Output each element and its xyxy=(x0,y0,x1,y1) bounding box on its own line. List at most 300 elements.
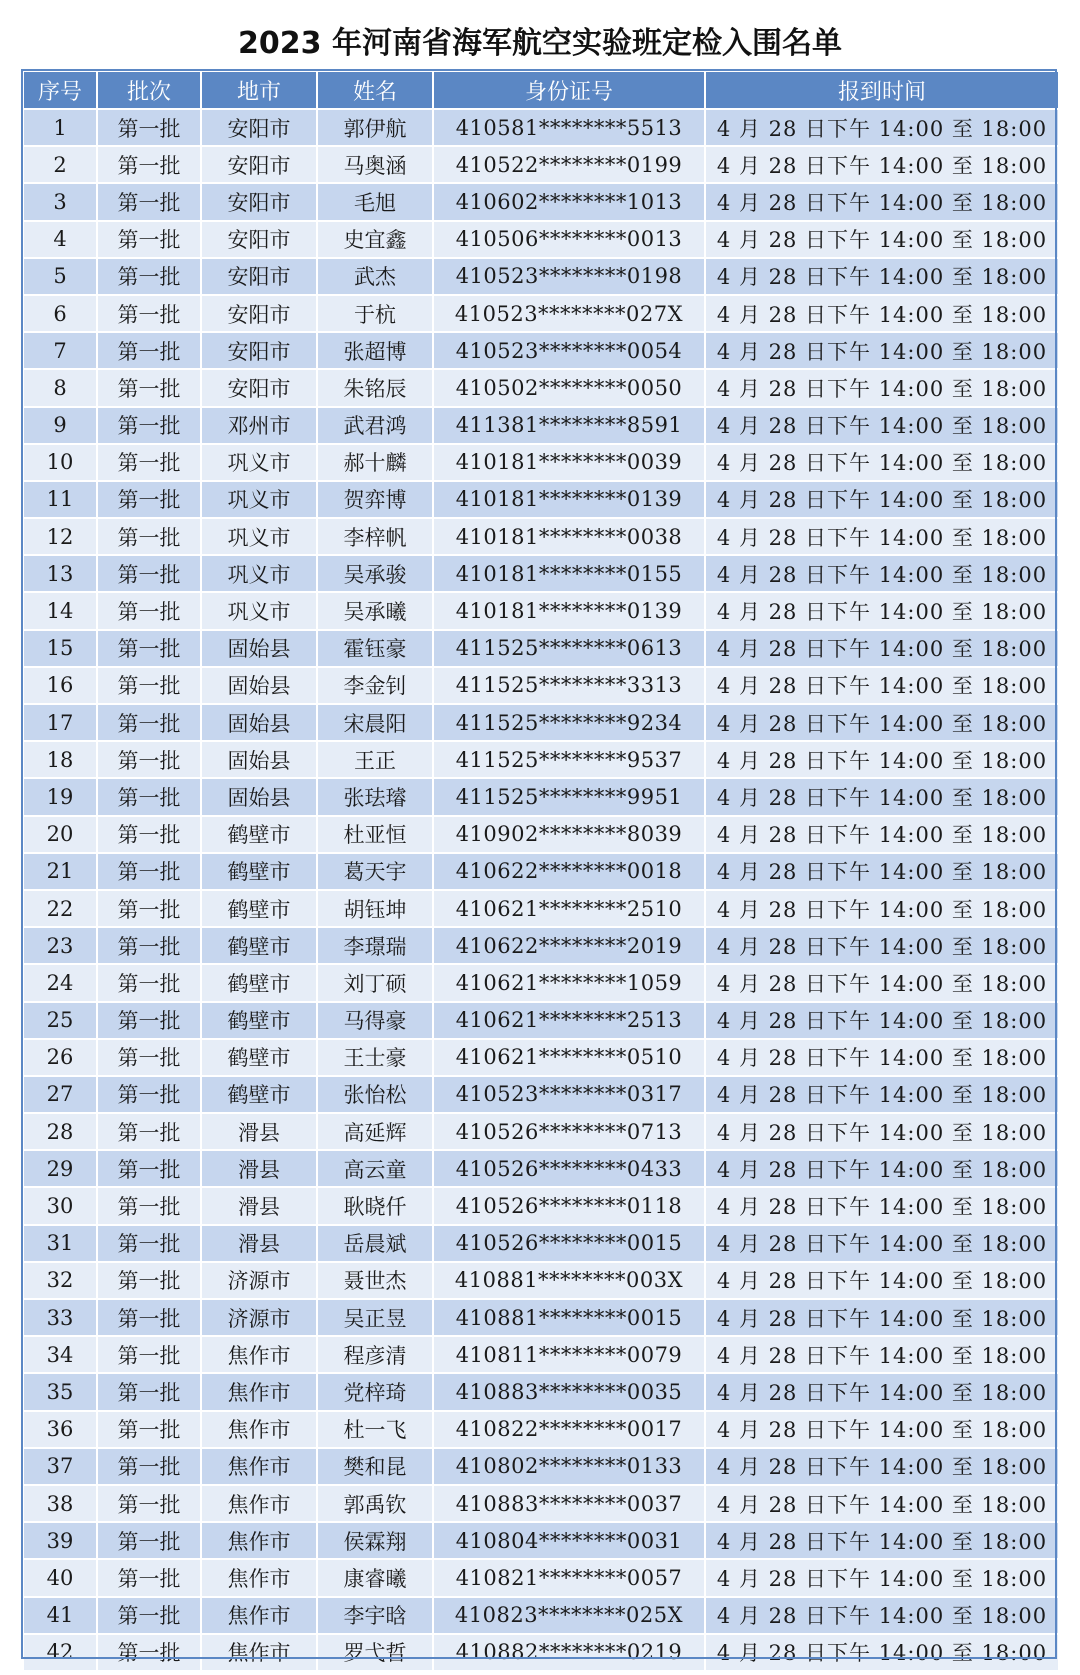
cell-index: 29 xyxy=(23,1150,97,1187)
cell-report-time: 4 月 28 日下午 14:00 至 18:00 xyxy=(705,1225,1059,1262)
cell-city: 滑县 xyxy=(201,1187,317,1224)
cell-id-number: 410811********0079 xyxy=(433,1336,705,1373)
cell-report-time: 4 月 28 日下午 14:00 至 18:00 xyxy=(705,853,1059,890)
cell-index: 7 xyxy=(23,332,97,369)
cell-index: 18 xyxy=(23,741,97,778)
cell-city: 焦作市 xyxy=(201,1336,317,1373)
cell-batch: 第一批 xyxy=(97,816,201,853)
cell-batch: 第一批 xyxy=(97,1336,201,1373)
cell-batch: 第一批 xyxy=(97,853,201,890)
table-row xyxy=(23,1448,1059,1485)
cell-batch: 第一批 xyxy=(97,1411,201,1448)
cell-batch: 第一批 xyxy=(97,704,201,741)
cell-id-number: 410181********0038 xyxy=(433,518,705,555)
cell-name: 毛旭 xyxy=(317,183,433,220)
table-row xyxy=(23,816,1059,853)
cell-city: 鹤壁市 xyxy=(201,1002,317,1039)
cell-report-time: 4 月 28 日下午 14:00 至 18:00 xyxy=(705,1299,1059,1336)
cell-city: 滑县 xyxy=(201,1225,317,1262)
table-row xyxy=(23,1150,1059,1187)
cell-report-time: 4 月 28 日下午 14:00 至 18:00 xyxy=(705,183,1059,220)
cell-report-time: 4 月 28 日下午 14:00 至 18:00 xyxy=(705,778,1059,815)
cell-index: 41 xyxy=(23,1597,97,1634)
cell-index: 32 xyxy=(23,1262,97,1299)
cell-city: 安阳市 xyxy=(201,332,317,369)
cell-city: 鹤壁市 xyxy=(201,816,317,853)
table-row xyxy=(23,778,1059,815)
cell-name: 李宇晗 xyxy=(317,1597,433,1634)
cell-id-number: 410181********0155 xyxy=(433,555,705,592)
cell-id-number: 411525********3313 xyxy=(433,667,705,704)
table-row xyxy=(23,592,1059,629)
cell-batch: 第一批 xyxy=(97,183,201,220)
cell-city: 鹤壁市 xyxy=(201,853,317,890)
cell-batch: 第一批 xyxy=(97,741,201,778)
cell-batch: 第一批 xyxy=(97,332,201,369)
cell-index: 40 xyxy=(23,1559,97,1596)
cell-batch: 第一批 xyxy=(97,1373,201,1410)
cell-batch: 第一批 xyxy=(97,1187,201,1224)
cell-id-number: 410526********0713 xyxy=(433,1113,705,1150)
cell-city: 焦作市 xyxy=(201,1597,317,1634)
cell-id-number: 410581********5513 xyxy=(433,109,705,146)
column-header-batch: 批次 xyxy=(97,71,201,109)
cell-index: 4 xyxy=(23,221,97,258)
cell-name: 郭伊航 xyxy=(317,109,433,146)
table-row xyxy=(23,555,1059,592)
cell-id-number: 410881********003X xyxy=(433,1262,705,1299)
cell-report-time: 4 月 28 日下午 14:00 至 18:00 xyxy=(705,258,1059,295)
cell-name: 耿晓仟 xyxy=(317,1187,433,1224)
cell-report-time: 4 月 28 日下午 14:00 至 18:00 xyxy=(705,444,1059,481)
table-row xyxy=(23,183,1059,220)
cell-name: 朱铭辰 xyxy=(317,369,433,406)
cell-report-time: 4 月 28 日下午 14:00 至 18:00 xyxy=(705,630,1059,667)
cell-index: 13 xyxy=(23,555,97,592)
cell-batch: 第一批 xyxy=(97,1113,201,1150)
column-header-index: 序号 xyxy=(23,71,97,109)
cell-name: 霍钰豪 xyxy=(317,630,433,667)
cell-id-number: 410181********0139 xyxy=(433,592,705,629)
cell-city: 焦作市 xyxy=(201,1559,317,1596)
table-row xyxy=(23,1002,1059,1039)
cell-report-time: 4 月 28 日下午 14:00 至 18:00 xyxy=(705,1559,1059,1596)
cell-id-number: 410506********0013 xyxy=(433,221,705,258)
cell-index: 28 xyxy=(23,1113,97,1150)
cell-id-number: 410883********0037 xyxy=(433,1485,705,1522)
cell-city: 焦作市 xyxy=(201,1411,317,1448)
cell-index: 16 xyxy=(23,667,97,704)
cell-id-number: 410804********0031 xyxy=(433,1522,705,1559)
cell-city: 巩义市 xyxy=(201,518,317,555)
cell-batch: 第一批 xyxy=(97,1634,201,1671)
cell-id-number: 410902********8039 xyxy=(433,816,705,853)
cell-report-time: 4 月 28 日下午 14:00 至 18:00 xyxy=(705,1113,1059,1150)
cell-city: 安阳市 xyxy=(201,295,317,332)
cell-report-time: 4 月 28 日下午 14:00 至 18:00 xyxy=(705,816,1059,853)
cell-index: 34 xyxy=(23,1336,97,1373)
table-row xyxy=(23,1634,1059,1671)
cell-batch: 第一批 xyxy=(97,109,201,146)
cell-name: 葛天宇 xyxy=(317,853,433,890)
cell-name: 聂世杰 xyxy=(317,1262,433,1299)
table-row xyxy=(23,1187,1059,1224)
cell-name: 张珐璿 xyxy=(317,778,433,815)
cell-name: 李梓帆 xyxy=(317,518,433,555)
cell-id-number: 410881********0015 xyxy=(433,1299,705,1336)
table-row xyxy=(23,1559,1059,1596)
cell-id-number: 410602********1013 xyxy=(433,183,705,220)
cell-id-number: 410802********0133 xyxy=(433,1448,705,1485)
cell-id-number: 410621********0510 xyxy=(433,1039,705,1076)
cell-index: 22 xyxy=(23,890,97,927)
cell-batch: 第一批 xyxy=(97,964,201,1001)
column-header-name: 姓名 xyxy=(317,71,433,109)
cell-index: 26 xyxy=(23,1039,97,1076)
cell-index: 27 xyxy=(23,1076,97,1113)
cell-name: 宋晨阳 xyxy=(317,704,433,741)
cell-report-time: 4 月 28 日下午 14:00 至 18:00 xyxy=(705,667,1059,704)
cell-index: 24 xyxy=(23,964,97,1001)
cell-name: 杜一飞 xyxy=(317,1411,433,1448)
cell-batch: 第一批 xyxy=(97,1039,201,1076)
cell-name: 罗弋哲 xyxy=(317,1634,433,1671)
table-row xyxy=(23,1262,1059,1299)
cell-report-time: 4 月 28 日下午 14:00 至 18:00 xyxy=(705,1002,1059,1039)
cell-name: 程彦清 xyxy=(317,1336,433,1373)
cell-batch: 第一批 xyxy=(97,1002,201,1039)
cell-name: 武君鸿 xyxy=(317,407,433,444)
cell-id-number: 410883********0035 xyxy=(433,1373,705,1410)
cell-id-number: 411525********0613 xyxy=(433,630,705,667)
cell-report-time: 4 月 28 日下午 14:00 至 18:00 xyxy=(705,927,1059,964)
cell-city: 焦作市 xyxy=(201,1522,317,1559)
cell-name: 康睿曦 xyxy=(317,1559,433,1596)
cell-name: 岳晨斌 xyxy=(317,1225,433,1262)
cell-city: 邓州市 xyxy=(201,407,317,444)
cell-city: 固始县 xyxy=(201,667,317,704)
cell-name: 吴承曦 xyxy=(317,592,433,629)
cell-name: 侯霖翔 xyxy=(317,1522,433,1559)
table-row xyxy=(23,1411,1059,1448)
cell-report-time: 4 月 28 日下午 14:00 至 18:00 xyxy=(705,1522,1059,1559)
cell-batch: 第一批 xyxy=(97,630,201,667)
table-row xyxy=(23,1597,1059,1634)
cell-city: 济源市 xyxy=(201,1262,317,1299)
table-row xyxy=(23,964,1059,1001)
cell-name: 郭禹钦 xyxy=(317,1485,433,1522)
cell-index: 15 xyxy=(23,630,97,667)
cell-name: 李金钊 xyxy=(317,667,433,704)
cell-city: 巩义市 xyxy=(201,444,317,481)
cell-id-number: 410526********0433 xyxy=(433,1150,705,1187)
cell-report-time: 4 月 28 日下午 14:00 至 18:00 xyxy=(705,221,1059,258)
cell-batch: 第一批 xyxy=(97,1225,201,1262)
cell-id-number: 410882********0219 xyxy=(433,1634,705,1671)
cell-city: 安阳市 xyxy=(201,146,317,183)
cell-id-number: 410621********2510 xyxy=(433,890,705,927)
cell-city: 安阳市 xyxy=(201,109,317,146)
cell-index: 6 xyxy=(23,295,97,332)
cell-id-number: 411525********9537 xyxy=(433,741,705,778)
cell-batch: 第一批 xyxy=(97,258,201,295)
cell-name: 于杭 xyxy=(317,295,433,332)
cell-name: 高延辉 xyxy=(317,1113,433,1150)
cell-batch: 第一批 xyxy=(97,890,201,927)
cell-city: 滑县 xyxy=(201,1150,317,1187)
cell-name: 王士豪 xyxy=(317,1039,433,1076)
cell-index: 3 xyxy=(23,183,97,220)
cell-batch: 第一批 xyxy=(97,1262,201,1299)
cell-report-time: 4 月 28 日下午 14:00 至 18:00 xyxy=(705,1634,1059,1671)
table-row xyxy=(23,258,1059,295)
cell-report-time: 4 月 28 日下午 14:00 至 18:00 xyxy=(705,1150,1059,1187)
cell-index: 23 xyxy=(23,927,97,964)
cell-city: 鹤壁市 xyxy=(201,927,317,964)
cell-batch: 第一批 xyxy=(97,1485,201,1522)
cell-city: 焦作市 xyxy=(201,1448,317,1485)
column-header-city: 地市 xyxy=(201,71,317,109)
cell-name: 王正 xyxy=(317,741,433,778)
cell-city: 安阳市 xyxy=(201,369,317,406)
cell-batch: 第一批 xyxy=(97,295,201,332)
cell-name: 张超博 xyxy=(317,332,433,369)
table-row xyxy=(23,1522,1059,1559)
cell-batch: 第一批 xyxy=(97,1559,201,1596)
cell-report-time: 4 月 28 日下午 14:00 至 18:00 xyxy=(705,146,1059,183)
cell-index: 42 xyxy=(23,1634,97,1671)
cell-name: 李璟瑞 xyxy=(317,927,433,964)
cell-name: 党梓琦 xyxy=(317,1373,433,1410)
cell-batch: 第一批 xyxy=(97,407,201,444)
cell-batch: 第一批 xyxy=(97,1522,201,1559)
cell-city: 安阳市 xyxy=(201,258,317,295)
cell-index: 19 xyxy=(23,778,97,815)
cell-city: 巩义市 xyxy=(201,555,317,592)
cell-id-number: 411525********9234 xyxy=(433,704,705,741)
cell-batch: 第一批 xyxy=(97,592,201,629)
table-row xyxy=(23,1113,1059,1150)
cell-city: 巩义市 xyxy=(201,592,317,629)
cell-id-number: 410526********0015 xyxy=(433,1225,705,1262)
cell-report-time: 4 月 28 日下午 14:00 至 18:00 xyxy=(705,109,1059,146)
cell-id-number: 410181********0039 xyxy=(433,444,705,481)
cell-city: 济源市 xyxy=(201,1299,317,1336)
cell-batch: 第一批 xyxy=(97,444,201,481)
roster-body xyxy=(23,109,1059,1671)
roster-table xyxy=(22,70,1060,1672)
cell-report-time: 4 月 28 日下午 14:00 至 18:00 xyxy=(705,890,1059,927)
cell-id-number: 410821********0057 xyxy=(433,1559,705,1596)
cell-name: 武杰 xyxy=(317,258,433,295)
cell-report-time: 4 月 28 日下午 14:00 至 18:00 xyxy=(705,964,1059,1001)
cell-city: 焦作市 xyxy=(201,1485,317,1522)
table-row xyxy=(23,332,1059,369)
table-header-row xyxy=(23,71,1059,109)
cell-report-time: 4 月 28 日下午 14:00 至 18:00 xyxy=(705,1597,1059,1634)
cell-name: 史宜鑫 xyxy=(317,221,433,258)
cell-name: 刘丁硕 xyxy=(317,964,433,1001)
cell-city: 固始县 xyxy=(201,630,317,667)
cell-city: 滑县 xyxy=(201,1113,317,1150)
cell-report-time: 4 月 28 日下午 14:00 至 18:00 xyxy=(705,1485,1059,1522)
cell-index: 10 xyxy=(23,444,97,481)
cell-index: 35 xyxy=(23,1373,97,1410)
cell-id-number: 411525********9951 xyxy=(433,778,705,815)
table-row xyxy=(23,1299,1059,1336)
cell-city: 巩义市 xyxy=(201,481,317,518)
table-row xyxy=(23,853,1059,890)
cell-index: 17 xyxy=(23,704,97,741)
table-row xyxy=(23,295,1059,332)
table-row xyxy=(23,1225,1059,1262)
column-header-id-number: 身份证号 xyxy=(433,71,705,109)
table-row xyxy=(23,369,1059,406)
cell-city: 固始县 xyxy=(201,704,317,741)
cell-id-number: 411381********8591 xyxy=(433,407,705,444)
cell-report-time: 4 月 28 日下午 14:00 至 18:00 xyxy=(705,1262,1059,1299)
cell-id-number: 410622********2019 xyxy=(433,927,705,964)
table-row xyxy=(23,630,1059,667)
cell-id-number: 410621********1059 xyxy=(433,964,705,1001)
cell-report-time: 4 月 28 日下午 14:00 至 18:00 xyxy=(705,741,1059,778)
table-row xyxy=(23,890,1059,927)
cell-batch: 第一批 xyxy=(97,481,201,518)
table-row xyxy=(23,444,1059,481)
cell-batch: 第一批 xyxy=(97,369,201,406)
cell-name: 马奥涵 xyxy=(317,146,433,183)
cell-city: 焦作市 xyxy=(201,1634,317,1671)
table-row xyxy=(23,221,1059,258)
table-row xyxy=(23,927,1059,964)
cell-name: 樊和昆 xyxy=(317,1448,433,1485)
cell-name: 吴正昱 xyxy=(317,1299,433,1336)
cell-batch: 第一批 xyxy=(97,146,201,183)
cell-city: 焦作市 xyxy=(201,1373,317,1410)
cell-name: 杜亚恒 xyxy=(317,816,433,853)
table-row xyxy=(23,1039,1059,1076)
cell-id-number: 410526********0118 xyxy=(433,1187,705,1224)
cell-report-time: 4 月 28 日下午 14:00 至 18:00 xyxy=(705,407,1059,444)
cell-index: 25 xyxy=(23,1002,97,1039)
cell-batch: 第一批 xyxy=(97,1076,201,1113)
cell-report-time: 4 月 28 日下午 14:00 至 18:00 xyxy=(705,555,1059,592)
cell-name: 张怡松 xyxy=(317,1076,433,1113)
table-row xyxy=(23,741,1059,778)
cell-index: 31 xyxy=(23,1225,97,1262)
cell-batch: 第一批 xyxy=(97,1597,201,1634)
cell-index: 21 xyxy=(23,853,97,890)
cell-index: 5 xyxy=(23,258,97,295)
cell-batch: 第一批 xyxy=(97,221,201,258)
cell-index: 14 xyxy=(23,592,97,629)
cell-city: 固始县 xyxy=(201,741,317,778)
cell-index: 39 xyxy=(23,1522,97,1559)
cell-report-time: 4 月 28 日下午 14:00 至 18:00 xyxy=(705,1336,1059,1373)
cell-id-number: 410621********2513 xyxy=(433,1002,705,1039)
cell-batch: 第一批 xyxy=(97,1299,201,1336)
cell-index: 30 xyxy=(23,1187,97,1224)
cell-index: 11 xyxy=(23,481,97,518)
cell-index: 1 xyxy=(23,109,97,146)
cell-id-number: 410823********025X xyxy=(433,1597,705,1634)
cell-index: 20 xyxy=(23,816,97,853)
cell-name: 高云童 xyxy=(317,1150,433,1187)
cell-city: 固始县 xyxy=(201,778,317,815)
table-row xyxy=(23,407,1059,444)
cell-batch: 第一批 xyxy=(97,778,201,815)
table-row xyxy=(23,1336,1059,1373)
cell-city: 鹤壁市 xyxy=(201,964,317,1001)
cell-batch: 第一批 xyxy=(97,667,201,704)
table-row xyxy=(23,704,1059,741)
cell-batch: 第一批 xyxy=(97,927,201,964)
cell-index: 9 xyxy=(23,407,97,444)
cell-report-time: 4 月 28 日下午 14:00 至 18:00 xyxy=(705,592,1059,629)
cell-city: 鹤壁市 xyxy=(201,1039,317,1076)
table-row xyxy=(23,518,1059,555)
table-row xyxy=(23,481,1059,518)
cell-report-time: 4 月 28 日下午 14:00 至 18:00 xyxy=(705,1076,1059,1113)
cell-report-time: 4 月 28 日下午 14:00 至 18:00 xyxy=(705,332,1059,369)
cell-id-number: 410523********027X xyxy=(433,295,705,332)
cell-city: 鹤壁市 xyxy=(201,890,317,927)
cell-id-number: 410622********0018 xyxy=(433,853,705,890)
cell-name: 马得豪 xyxy=(317,1002,433,1039)
cell-city: 安阳市 xyxy=(201,221,317,258)
cell-id-number: 410523********0198 xyxy=(433,258,705,295)
cell-report-time: 4 月 28 日下午 14:00 至 18:00 xyxy=(705,1187,1059,1224)
cell-id-number: 410522********0199 xyxy=(433,146,705,183)
cell-report-time: 4 月 28 日下午 14:00 至 18:00 xyxy=(705,704,1059,741)
cell-batch: 第一批 xyxy=(97,518,201,555)
cell-city: 鹤壁市 xyxy=(201,1076,317,1113)
table-row xyxy=(23,667,1059,704)
cell-id-number: 410822********0017 xyxy=(433,1411,705,1448)
cell-index: 8 xyxy=(23,369,97,406)
cell-name: 贺弈博 xyxy=(317,481,433,518)
table-row xyxy=(23,1373,1059,1410)
cell-name: 胡钰坤 xyxy=(317,890,433,927)
cell-report-time: 4 月 28 日下午 14:00 至 18:00 xyxy=(705,295,1059,332)
cell-index: 37 xyxy=(23,1448,97,1485)
cell-report-time: 4 月 28 日下午 14:00 至 18:00 xyxy=(705,481,1059,518)
cell-batch: 第一批 xyxy=(97,1448,201,1485)
cell-report-time: 4 月 28 日下午 14:00 至 18:00 xyxy=(705,518,1059,555)
cell-index: 12 xyxy=(23,518,97,555)
cell-report-time: 4 月 28 日下午 14:00 至 18:00 xyxy=(705,1373,1059,1410)
cell-city: 安阳市 xyxy=(201,183,317,220)
cell-batch: 第一批 xyxy=(97,555,201,592)
cell-report-time: 4 月 28 日下午 14:00 至 18:00 xyxy=(705,1039,1059,1076)
table-row xyxy=(23,146,1059,183)
cell-report-time: 4 月 28 日下午 14:00 至 18:00 xyxy=(705,369,1059,406)
table-row xyxy=(23,109,1059,146)
table-row xyxy=(23,1485,1059,1522)
cell-batch: 第一批 xyxy=(97,1150,201,1187)
cell-id-number: 410502********0050 xyxy=(433,369,705,406)
cell-id-number: 410523********0054 xyxy=(433,332,705,369)
cell-name: 吴承骏 xyxy=(317,555,433,592)
page-title: 2023 年河南省海军航空实验班定检入围名单 xyxy=(238,26,842,61)
column-header-report-time: 报到时间 xyxy=(705,71,1059,109)
cell-report-time: 4 月 28 日下午 14:00 至 18:00 xyxy=(705,1411,1059,1448)
cell-index: 33 xyxy=(23,1299,97,1336)
cell-name: 郝十麟 xyxy=(317,444,433,481)
table-row xyxy=(23,1076,1059,1113)
cell-index: 36 xyxy=(23,1411,97,1448)
cell-index: 38 xyxy=(23,1485,97,1522)
